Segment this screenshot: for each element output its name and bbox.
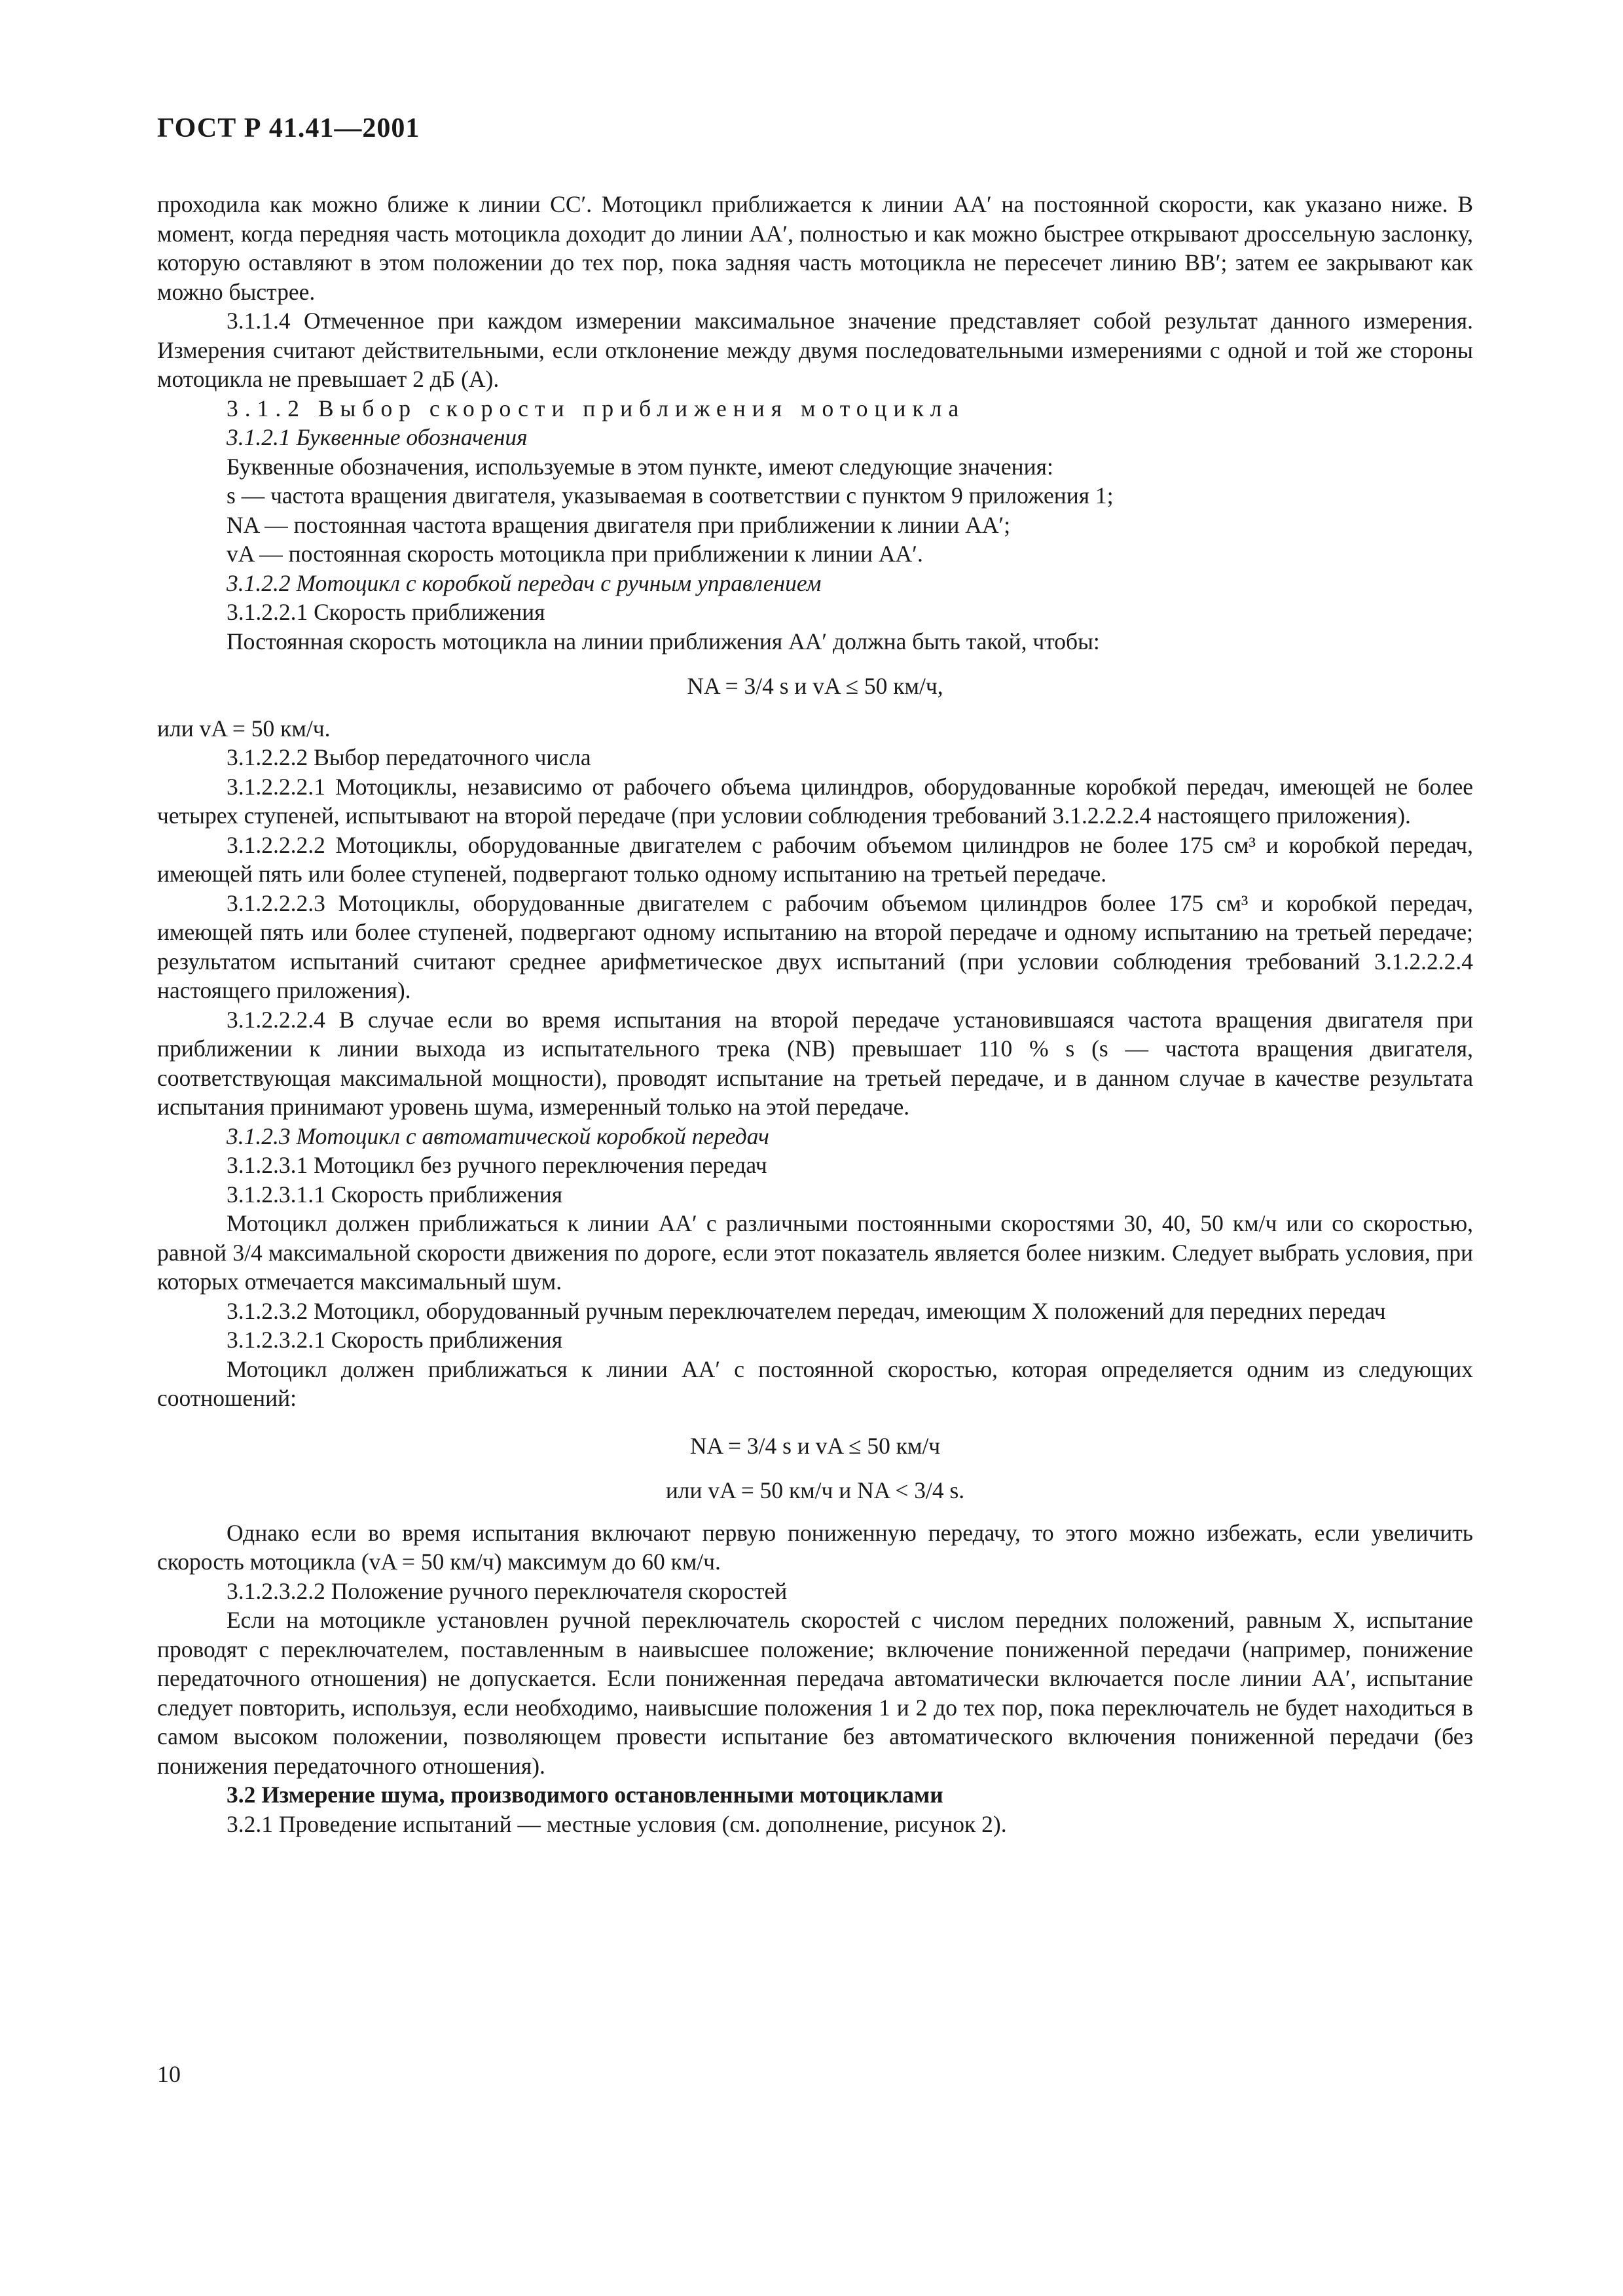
paragraph: Мотоцикл должен приближаться к линии AA′ с различными постоянными скоростями 30, 40, 50 км/ч или со скоростью, равной 3/4 максимальной скорости движения по дороге, если этот показатель является более низким. Следует выбрать условия, при которых отмечается максимальный шум. <box>157 1210 1473 1295</box>
paragraph: NA — постоянная частота вращения двигателя при приближении к линии AA′; <box>227 511 1011 538</box>
paragraph: 3.2 Измерение шума, производимого остановленными мотоциклами <box>227 1782 943 1808</box>
paragraph: 3.1.1.4 Отмеченное при каждом измерении максимальное значение представляет собой результат данного измерения. Измерения считают действительными, если отклонение между двумя последовательными измерениями с одной и той же стороны мотоцикла не превышает 2 дБ (А). <box>157 308 1473 392</box>
paragraph: или vA = 50 км/ч. <box>157 715 331 742</box>
paragraph: 3.1.2.2.2 Выбор передаточного числа <box>227 744 591 770</box>
paragraph: Мотоцикл должен приближаться к линии AA′ с постоянной скоростью, которая определяется одним из следующих соотношений: <box>157 1355 1473 1411</box>
paragraph: vA — постоянная скорость мотоцикла при приближении к линии AA′. <box>227 541 923 567</box>
paragraph: 3.1.2.3 Мотоцикл с автоматической коробкой передач <box>227 1122 769 1149</box>
paragraph: 3.1.2 Выбор скорости приближения мотоцикла <box>227 395 966 422</box>
paragraph: 3.1.2.3.1.1 Скорость приближения <box>227 1181 563 1208</box>
paragraph: 3.1.2.3.2.2 Положение ручного переключателя скоростей <box>227 1577 788 1604</box>
document-body <box>157 190 1473 1839</box>
paragraph: 3.1.2.2.2.4 В случае если во время испытания на второй передаче установившаяся частота вращения двигателя при приближении к линии выхода из испытательного трека (NB) превышает 110 % s (s — частота вращения двигателя, соответствующая максимальной мощности), проводят испытание на третьей передаче, и в данном случае в качестве результата испытания принимают уровень шума, измеренный только на этой передаче. <box>157 1006 1473 1120</box>
paragraph: 3.1.2.2 Мотоцикл с коробкой передач с ручным управлением <box>227 569 822 596</box>
paragraph: Если на мотоцикле установлен ручной переключатель скоростей с числом передних положений, равным X, испытание проводят с переключателем, поставленным в наивысшее положение; включение пониженной передачи (например, понижение передаточного отношения) не допускается. Если пониженная передача автоматически включается после линии AA′, испытание следует повторить, используя, если необходимо, наивысшие положения 1 и 2 до тех пор, пока переключатель не будет находиться в самом высоком положении, позволяющем провести испытание без автоматического включения пониженной передачи (без понижения передаточного отношения). <box>157 1607 1473 1779</box>
paragraph: 3.2.1 Проведение испытаний — местные условия (см. дополнение, рисунок 2). <box>227 1810 1007 1837</box>
paragraph: Постоянная скорость мотоцикла на линии приближения AA′ должна быть такой, чтобы: <box>227 628 1100 655</box>
paragraph: 3.1.2.1 Буквенные обозначения <box>227 424 528 450</box>
paragraph: 3.1.2.2.1 Скорость приближения <box>227 599 545 625</box>
formula-line: NA = 3/4 s и vA ≤ 50 км/ч, <box>687 673 943 699</box>
paragraph: 3.1.2.3.2 Мотоцикл, оборудованный ручным переключателем передач, имеющим X положений для передних передач <box>227 1297 1386 1324</box>
formula-line: NA = 3/4 s и vA ≤ 50 км/ч <box>689 1432 941 1459</box>
paragraph: 3.1.2.2.2.1 Мотоциклы, независимо от рабочего объема цилиндров, оборудованные коробкой передач, имеющей не более четырех ступеней, испытывают на второй передаче (при условии соблюдения требований 3.1.2.2.2.4 настоящего приложения). <box>157 773 1473 829</box>
paragraph: 3.1.2.2.2.2 Мотоциклы, оборудованные двигателем с рабочим объемом цилиндров не более 175 см³ и коробкой передач, имеющей пять или более ступеней, подвергают только одному испытанию на третьей передаче. <box>157 831 1473 887</box>
paragraph: Однако если во время испытания включают первую пониженную передачу, то этого можно избежать, если увеличить скорость мотоцикла (vA = 50 км/ч) максимум до 60 км/ч. <box>157 1519 1473 1575</box>
paragraph: 3.1.2.3.1 Мотоцикл без ручного переключения передач <box>227 1152 767 1178</box>
paragraph: проходила как можно ближе к линии CC′. Мотоцикл приближается к линии AA′ на постоянной скорости, как указано ниже. В момент, когда передняя часть мотоцикла доходит до линии AA′, полностью и как можно быстрее открывают дроссельную заслонку, которую оставляют в этом положении до тех пор, пока задняя часть мотоцикла не пересечет линию BB′; затем ее закрывают как можно быстрее. <box>157 191 1473 305</box>
paragraph: 3.1.2.2.2.3 Мотоциклы, оборудованные двигателем с рабочим объемом цилиндров более 175 см³ и коробкой передач, имеющей пять или более ступеней, подвергают одному испытанию на второй передаче и одному испытанию на третьей передаче; результатом испытаний считают среднее арифметическое двух испытаний (при условии соблюдения требований 3.1.2.2.2.4 настоящего приложения). <box>157 889 1473 1003</box>
paragraph: s — частота вращения двигателя, указываемая в соответствии с пунктом 9 приложения 1; <box>227 482 1114 509</box>
formula-line: или vA = 50 км/ч и NA < 3/4 s. <box>665 1477 965 1503</box>
paragraph: Буквенные обозначения, используемые в этом пункте, имеют следующие значения: <box>227 453 1053 480</box>
page-number: 10 <box>157 2061 181 2087</box>
paragraph: 3.1.2.3.2.1 Скорость приближения <box>227 1327 563 1353</box>
document-code-header: ГОСТ Р 41.41—2001 <box>157 113 420 143</box>
